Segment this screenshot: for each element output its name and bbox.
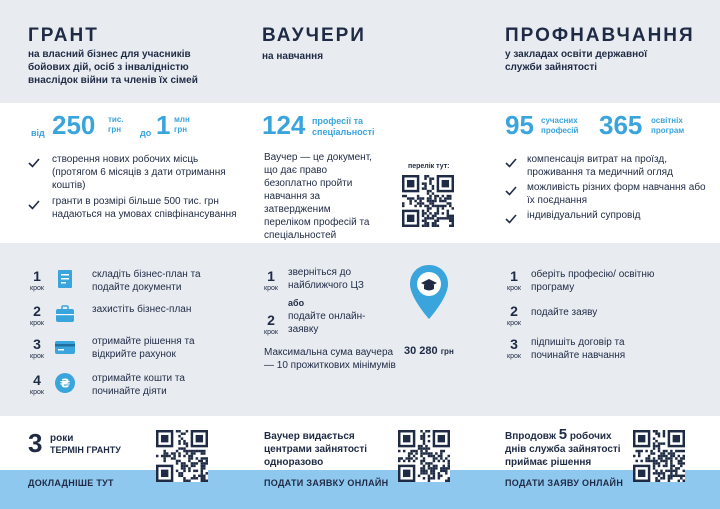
voucher-title: ВАУЧЕРИ <box>262 25 366 46</box>
grant-term-years: роки <box>50 433 74 444</box>
grant-bullet: створення нових робочих місць (протягом 6 місяців з дати отримання коштів) <box>52 154 226 191</box>
voucher-list-label: перелік тут: <box>408 163 450 170</box>
grant-term-number: 3 <box>28 428 43 458</box>
voucher-step-label: крок <box>264 329 278 336</box>
voucher-amount-label: професії та спеціальності <box>312 116 375 137</box>
voucher-step-number: 2 <box>267 312 275 328</box>
training-step-text: подайте заяву <box>531 307 598 318</box>
location-pin-icon <box>408 263 450 321</box>
grant-subtitle: на власний бізнес для учасників бойових дій, осіб з інвалідністю внаслідок війни та членів їх сімей <box>28 49 198 86</box>
grant-more-link[interactable]: ДОКЛАДНІШЕ ТУТ <box>28 478 114 488</box>
voucher-apply-link[interactable]: ПОДАТИ ЗАЯВКУ ОНЛАЙН <box>264 478 389 488</box>
check-icon <box>28 155 40 165</box>
grant-step-number: 2 <box>33 303 41 319</box>
grant-step-label: крок <box>30 389 44 396</box>
voucher-max-amount: 30 280 грн <box>404 345 454 357</box>
grant-step-text: складіть бізнес-план та подайте документи <box>92 269 201 293</box>
grant-step-label: крок <box>30 353 44 360</box>
voucher-amount: 124 <box>262 110 306 140</box>
check-icon <box>28 197 40 207</box>
grant-step-number: 1 <box>33 268 41 284</box>
voucher-step-label: крок <box>264 285 278 292</box>
check-icon <box>505 183 517 193</box>
training-bullet: компенсація витрат на проїзд, проживання та медичний огляд <box>527 154 673 178</box>
training-step-label: крок <box>507 285 521 292</box>
grant-term-label: ТЕРМІН ГРАНТУ <box>50 445 121 455</box>
training-amount-professions: 95 <box>505 110 534 140</box>
grant-step-label: крок <box>30 320 44 327</box>
training-step-label: крок <box>507 353 521 360</box>
training-bullet: можливість різних форм навчання або їх поєднання <box>527 182 706 206</box>
qr-code[interactable] <box>398 430 450 482</box>
voucher-step-text: подайте онлайн-заявку <box>288 311 366 335</box>
training-bullet: індивідуальний супровід <box>527 210 641 221</box>
grant-step-number: 3 <box>33 336 41 352</box>
voucher-max-text: Максимальна сума ваучера — 10 прожиткових мінімумів <box>264 347 396 371</box>
training-step-text: оберіть професію/ освітню програму <box>531 269 655 293</box>
training-step-label: крок <box>507 320 521 327</box>
training-column <box>505 0 705 509</box>
training-apply-link[interactable]: ПОДАТИ ЗАЯВУ ОНЛАЙН <box>505 478 624 488</box>
grant-to: до <box>140 128 152 138</box>
qr-code[interactable] <box>156 430 208 482</box>
document-icon <box>54 268 76 290</box>
training-step-number: 3 <box>510 336 518 352</box>
svg-text:₴: ₴ <box>59 376 71 391</box>
training-bottom-text: Впродовж 5 робочих днів служба зайнятості приймає рішення <box>505 426 621 468</box>
voucher-bottom-text: Ваучер видається центрами зайнятості одноразово <box>264 431 368 468</box>
voucher-step-text: зверніться до найближчого ЦЗ <box>288 267 364 291</box>
voucher-column <box>262 0 497 509</box>
grant-step-text: захистіть бізнес-план <box>92 304 192 315</box>
grant-amount-min: 250 <box>52 110 96 140</box>
check-icon <box>505 155 517 165</box>
grant-amount-min-unit: тис. грн <box>108 115 124 134</box>
grant-step-label: крок <box>30 285 44 292</box>
training-step-number: 2 <box>510 303 518 319</box>
grant-step-text: отримайте кошти та починайте діяти <box>92 373 185 397</box>
grant-step-text: отримайте рішення та відкрийте рахунок <box>92 336 195 360</box>
qr-code[interactable] <box>402 175 456 229</box>
training-amount-professions-unit: сучасних професій <box>541 116 579 135</box>
grant-amount-max-unit: млн грн <box>174 115 190 134</box>
grant-title: ГРАНТ <box>28 25 99 46</box>
qr-code[interactable] <box>633 430 685 482</box>
grant-amount-max: 1 <box>156 110 171 140</box>
check-icon <box>505 211 517 221</box>
training-subtitle: у закладах освіти державної служби зайнятості <box>505 49 648 73</box>
training-title: ПРОФНАВЧАННЯ <box>505 25 695 46</box>
briefcase-icon <box>54 303 76 325</box>
voucher-step-number: 1 <box>267 268 275 284</box>
hryvnia-coin-icon <box>54 372 76 394</box>
grant-bullet: гранти в розмірі більше 500 тис. грн надаються на умовах співфінансування <box>52 196 237 220</box>
training-step-text: підпишіть договір та починайте навчання <box>531 337 626 361</box>
voucher-or: або <box>288 298 305 308</box>
grant-step-number: 4 <box>33 372 41 388</box>
training-amount-programs: 365 <box>599 110 643 140</box>
training-amount-programs-unit: освітніх програм <box>651 116 685 135</box>
training-step-number: 1 <box>510 268 518 284</box>
voucher-subtitle: на навчання <box>262 51 324 62</box>
grant-from: від <box>31 128 45 138</box>
bank-card-icon <box>54 336 76 358</box>
voucher-description: Ваучер — це документ, що дає право безоплатно пройти навчання за затвердженим переліком професій та спеціальностей <box>264 152 372 241</box>
grant-column <box>28 0 248 509</box>
